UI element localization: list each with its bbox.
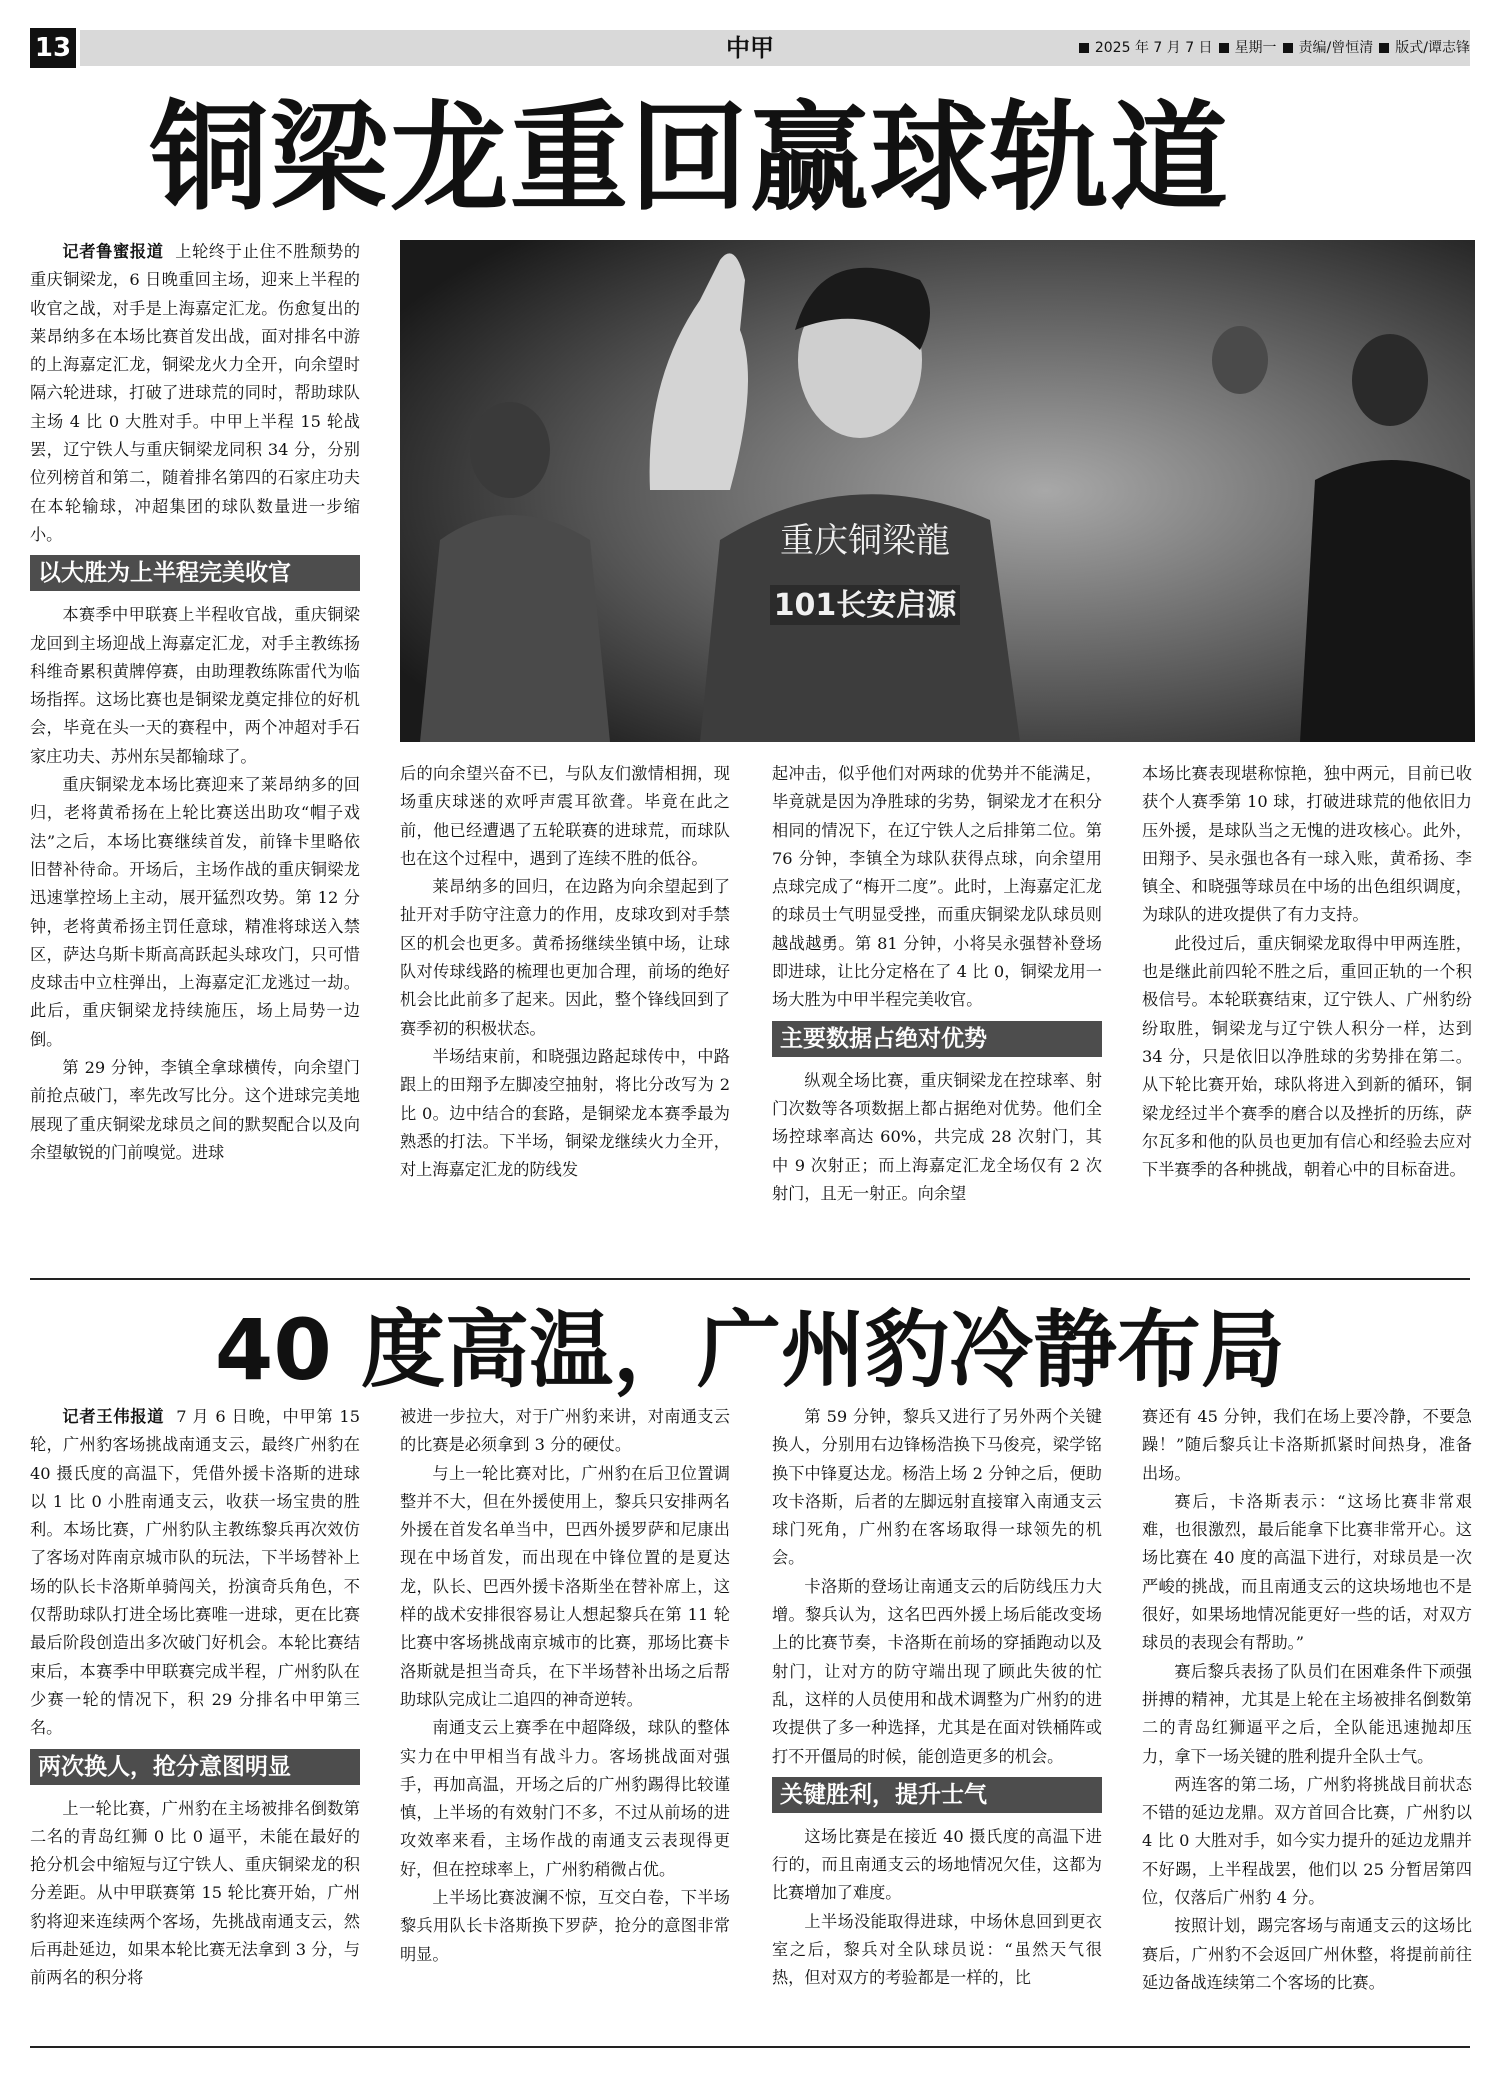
article1-col1 bbox=[30, 238, 360, 1167]
article1-col2 bbox=[400, 760, 730, 1184]
paragraph: 本场比赛表现堪称惊艳，独中两元，目前已收获个人赛季第 10 球，打破进球荒的他依旧力压外援，是球队当之无愧的进攻核心。此外，田翔予、吴永强也各有一球入账，黄希扬、李镇全、和晓强等球员在中场的出色组织调度，为球队的进攻提供了有力支持。 bbox=[1142, 764, 1472, 925]
jersey-brand-text: 101长安启源 bbox=[773, 588, 957, 623]
paragraph: 上半场没能取得进球，中场休息回到更衣室之后，黎兵对全队球员说：“虽然天气很热，但对双方的考验都是一样的，比 bbox=[772, 1911, 1102, 1988]
article1-photo bbox=[400, 240, 1475, 742]
meta-layout: 版式/谭志锋 bbox=[1395, 40, 1470, 56]
paragraph: 上一轮比赛，广州豹在主场被排名倒数第二名的青岛红狮 0 比 0 逼平，未能在最好的抢分机会中缩短与辽宁铁人、重庆铜梁龙的积分差距。从中甲联赛第 15 轮比赛开始，广州豹将迎来连续两个客场，先挑战南通支云，然后再赴延边，如果本轮比赛无法拿到 3 分，与前两名的积分将 bbox=[30, 1798, 360, 1988]
paragraph: 第 59 分钟，黎兵又进行了另外两个关键换人，分别用右边锋杨浩换下马俊亮，梁学铭换下中锋夏达龙。杨浩上场 2 分钟之后，便助攻卡洛斯，后者的左脚远射直接窜入南通支云球门死角，广州豹在客场取得一球领先的机会。 bbox=[772, 1407, 1102, 1568]
article-divider bbox=[30, 1278, 1470, 1280]
paragraph: 赛后，卡洛斯表示：“这场比赛非常艰难，也很激烈，最后能拿下比赛非常开心。这场比赛在 40 度的高温下进行，对球员是一次严峻的挑战，而且南通支云的这块场地也不是很好，如果场地情况能更好一些的话，对双方球员的表现会有帮助。” bbox=[1142, 1491, 1472, 1653]
paragraph: 被进一步拉大，对于广州豹来讲，对南通支云的比赛是必须拿到 3 分的硬仗。 bbox=[400, 1407, 730, 1455]
paragraph: 重庆铜梁龙本场比赛迎来了莱昂纳多的回归，老将黄希扬在上轮比赛送出助攻“帽子戏法”之后，本场比赛继续首发，前锋卡里略依旧替补待命。开场后，主场作战的重庆铜梁龙迅速掌控场上主动，展开猛烈攻势。第 12 分钟，老将黄希扬主罚任意球，精准将球送入禁区，萨达乌斯卡斯高高跃起头球攻门，只可惜皮球击中立柱弹出，上海嘉定汇龙逃过一劫。此后，重庆铜梁龙持续施压，场上局势一边倒。 bbox=[30, 775, 360, 1049]
paragraph: 与上一轮比赛对比，广州豹在后卫位置调整并不大，但在外援使用上，黎兵只安排两名外援在首发名单当中，巴西外援罗萨和尼康出现在中场首发，而出现在中锋位置的是夏达龙，队长、巴西外援卡洛斯坐在替补席上，这样的战术安排很容易让人想起黎兵在第 11 轮比赛中客场挑战南京城市的比赛，那场比赛卡洛斯就是担当奇兵，在下半场替补出场之后帮助球队完成让二追四的神奇逆转。 bbox=[400, 1463, 730, 1709]
paragraph: 按照计划，踢完客场与南通支云的这场比赛后，广州豹不会返回广州休整，将提前前往延边备战连续第二个客场的比赛。 bbox=[1142, 1916, 1472, 1992]
article2-subhead2: 关键胜利，提升士气 bbox=[772, 1777, 1102, 1813]
meta-editor: 责编/曾恒清 bbox=[1298, 40, 1374, 56]
paragraph: 此役过后，重庆铜梁龙取得中甲两连胜，也是继此前四轮不胜之后，重回正轨的一个积极信号。本轮联赛结束，辽宁铁人、广州豹纷纷取胜，铜梁龙与辽宁铁人积分一样，达到 34 分，只是依旧以净胜球的劣势排在第二。从下轮比赛开始，球队将进入到新的循环，铜梁龙经过半个赛季的磨合以及挫折的历练，萨尔瓦多和他的队员也更加有信心和经验去应对下半赛季的各种挑战，朝着心中的目标奋进。 bbox=[1142, 933, 1472, 1180]
article1-byline: 记者鲁蜜报道 bbox=[62, 242, 164, 261]
article1-headline: 铜梁龙重回赢球轨道 bbox=[150, 89, 1231, 227]
article2-headline: 40 度高温，广州豹冷静布局 bbox=[214, 1301, 1286, 1399]
bottom-rule bbox=[30, 2046, 1470, 2048]
paragraph: 卡洛斯的登场让南通支云的后防线压力大增。黎兵认为，这名巴西外援上场后能改变场上的比赛节奏，卡洛斯在前场的穿插跑动以及射门，让对方的防守端出现了顾此失彼的忙乱，这样的人员使用和战术调整为广州豹的进攻提供了多一种选择，尤其是在面对铁桶阵或打不开僵局的时候，能创造更多的机会。 bbox=[772, 1576, 1102, 1766]
paragraph: 半场结束前，和晓强边路起球传中，中路跟上的田翔予左脚凌空抽射，将比分改写为 2 比 0。边中结合的套路，是铜梁龙本赛季最为熟悉的打法。下半场，铜梁龙继续火力全开，对上海嘉定汇龙的防线发 bbox=[400, 1046, 730, 1180]
paragraph: 这场比赛是在接近 40 摄氏度的高温下进行的，而且南通支云的场地情况欠佳，这都为比赛增加了难度。 bbox=[772, 1826, 1102, 1903]
article2-col2 bbox=[400, 1403, 730, 1969]
article1-lead: 上轮终于止住不胜颓势的重庆铜梁龙，6 日晚重回主场，迎来上半程的收官之战，对手是上海嘉定汇龙。伤愈复出的莱昂纳多在本场比赛首发出战，面对排名中游的上海嘉定汇龙，铜梁龙火力全开，向余望时隔六轮进球，打破了进球荒的同时，帮助球队主场 4 比 0 大胜对手。中甲上半程 15 轮战罢，辽宁铁人与重庆铜梁龙同积 34 分，分别位列榜首和第二，随着排名第四的石家庄功夫在本轮输球，冲超集团的球队数量进一步缩小。 bbox=[30, 242, 361, 544]
paragraph: 起冲击，似乎他们对两球的优势并不能满足，毕竟就是因为净胜球的劣势，铜梁龙才在积分相同的情况下，在辽宁铁人之后排第二位。第 76 分钟，李镇全为球队获得点球，向余望用点球完成了“梅开二度”。此时，上海嘉定汇龙的球员士气明显受挫，而重庆铜梁龙队球员则越战越勇。第 81 分钟，小将吴永强替补登场即进球，让比分定格在了 4 比 0，铜梁龙用一场大胜为中甲半程完美收官。 bbox=[772, 764, 1102, 1010]
header-meta bbox=[1077, 30, 1470, 66]
article2-col3 bbox=[772, 1403, 1102, 1993]
article1-col3 bbox=[772, 760, 1102, 1208]
article1-col4 bbox=[1142, 760, 1472, 1184]
paragraph: 纵观全场比赛，重庆铜梁龙在控球率、射门次数等各项数据上都占据绝对优势。他们全场控球率高达 60%，共完成 28 次射门，其中 9 次射正；而上海嘉定汇龙全场仅有 2 次射门，且无一射正。向余望 bbox=[772, 1070, 1102, 1203]
paragraph: 后的向余望兴奋不已，与队友们激情相拥，现场重庆球迷的欢呼声震耳欲聋。毕竟在此之前，他已经遭遇了五轮联赛的进球荒，而球队也在这个过程中，遇到了连续不胜的低谷。 bbox=[400, 764, 730, 868]
player-photo-illustration bbox=[400, 240, 1475, 742]
jersey-sponsor-text: 重庆铜梁龍 bbox=[780, 521, 950, 561]
paragraph: 赛还有 45 分钟，我们在场上要冷静，不要急躁！”随后黎兵让卡洛斯抓紧时间热身，准备出场。 bbox=[1142, 1407, 1472, 1483]
paragraph: 南通支云上赛季在中超降级，球队的整体实力在中甲相当有战斗力。客场挑战面对强手，再加高温，开场之后的广州豹踢得比较谨慎，上半场的有效射门不多，不过从前场的进攻效率来看，主场作战的南通支云表现得更好，但在控球率上，广州豹稍微占优。 bbox=[400, 1718, 730, 1879]
meta-weekday: 星期一 bbox=[1234, 40, 1277, 56]
article2-byline: 记者王伟报道 bbox=[62, 1407, 165, 1426]
paragraph: 赛后黎兵表扬了队员们在困难条件下顽强拼搏的精神，尤其是上轮在主场被排名倒数第二的青岛红狮逼平之后，全队能迅速抛却压力，拿下一场关键的胜利提升全队士气。 bbox=[1142, 1661, 1472, 1766]
page-number: 13 bbox=[30, 28, 76, 68]
article2-subhead1: 两次换人，抢分意图明显 bbox=[30, 1749, 360, 1785]
article2-col1 bbox=[30, 1403, 360, 1993]
paragraph: 莱昂纳多的回归，在边路为向余望起到了扯开对手防守注意力的作用，皮球攻到对手禁区的机会也更多。黄希扬继续坐镇中场，让球队对传球线路的梳理也更加合理，前场的绝好机会比此前多了起来。因此，整个锋线回到了赛季初的积极状态。 bbox=[400, 877, 730, 1038]
section-name: 中甲 bbox=[726, 34, 774, 62]
article1-subhead2: 主要数据占绝对优势 bbox=[772, 1021, 1102, 1057]
paragraph: 上半场比赛波澜不惊，互交白卷，下半场黎兵用队长卡洛斯换下罗萨，抢分的意图非常明显。 bbox=[400, 1888, 730, 1964]
meta-date: 2025 年 7 月 7 日 bbox=[1094, 40, 1213, 56]
article2-col4 bbox=[1142, 1403, 1472, 1997]
article2-lead: 7 月 6 日晚，中甲第 15 轮，广州豹客场挑战南通支云，最终广州豹在 40 摄氏度的高温下，凭借外援卡洛斯的进球以 1 比 0 小胜南通支云，收获一场宝贵的胜利。本场比赛，广州豹队主教练黎兵再次效仿了客场对阵南京城市队的玩法，下半场替补上场的队长卡洛斯单骑闯关，扮演奇兵角色，不仅帮助球队打进全场比赛唯一进球，更在比赛最后阶段创造出多次破门好机会。本轮比赛结束后，本赛季中甲联赛完成半程，广州豹队在少赛一轮的情况下，积 29 分排名中甲第三名。 bbox=[30, 1407, 361, 1738]
article1-subhead1: 以大胜为上半程完美收官 bbox=[30, 555, 360, 591]
paragraph: 第 29 分钟，李镇全拿球横传，向余望门前抢点破门，率先改写比分。这个进球完美地展现了重庆铜梁龙球员之间的默契配合以及向余望敏锐的门前嗅觉。进球 bbox=[30, 1058, 360, 1162]
paragraph: 两连客的第二场，广州豹将挑战目前状态不错的延边龙鼎。双方首回合比赛，广州豹以 4 比 0 大胜对手，如今实力提升的延边龙鼎并不好踢，上半程战罢，他们以 25 分暂居第四位，仅落后广州豹 4 分。 bbox=[1142, 1774, 1472, 1908]
paragraph: 本赛季中甲联赛上半程收官战，重庆铜梁龙回到主场迎战上海嘉定汇龙，对手主教练扬科维奇累积黄牌停赛，由助理教练陈雷代为临场指挥。这场比赛也是铜梁龙奠定排位的好机会，毕竟在头一天的赛程中，两个冲超对手石家庄功夫、苏州东吴都输球了。 bbox=[30, 605, 360, 766]
